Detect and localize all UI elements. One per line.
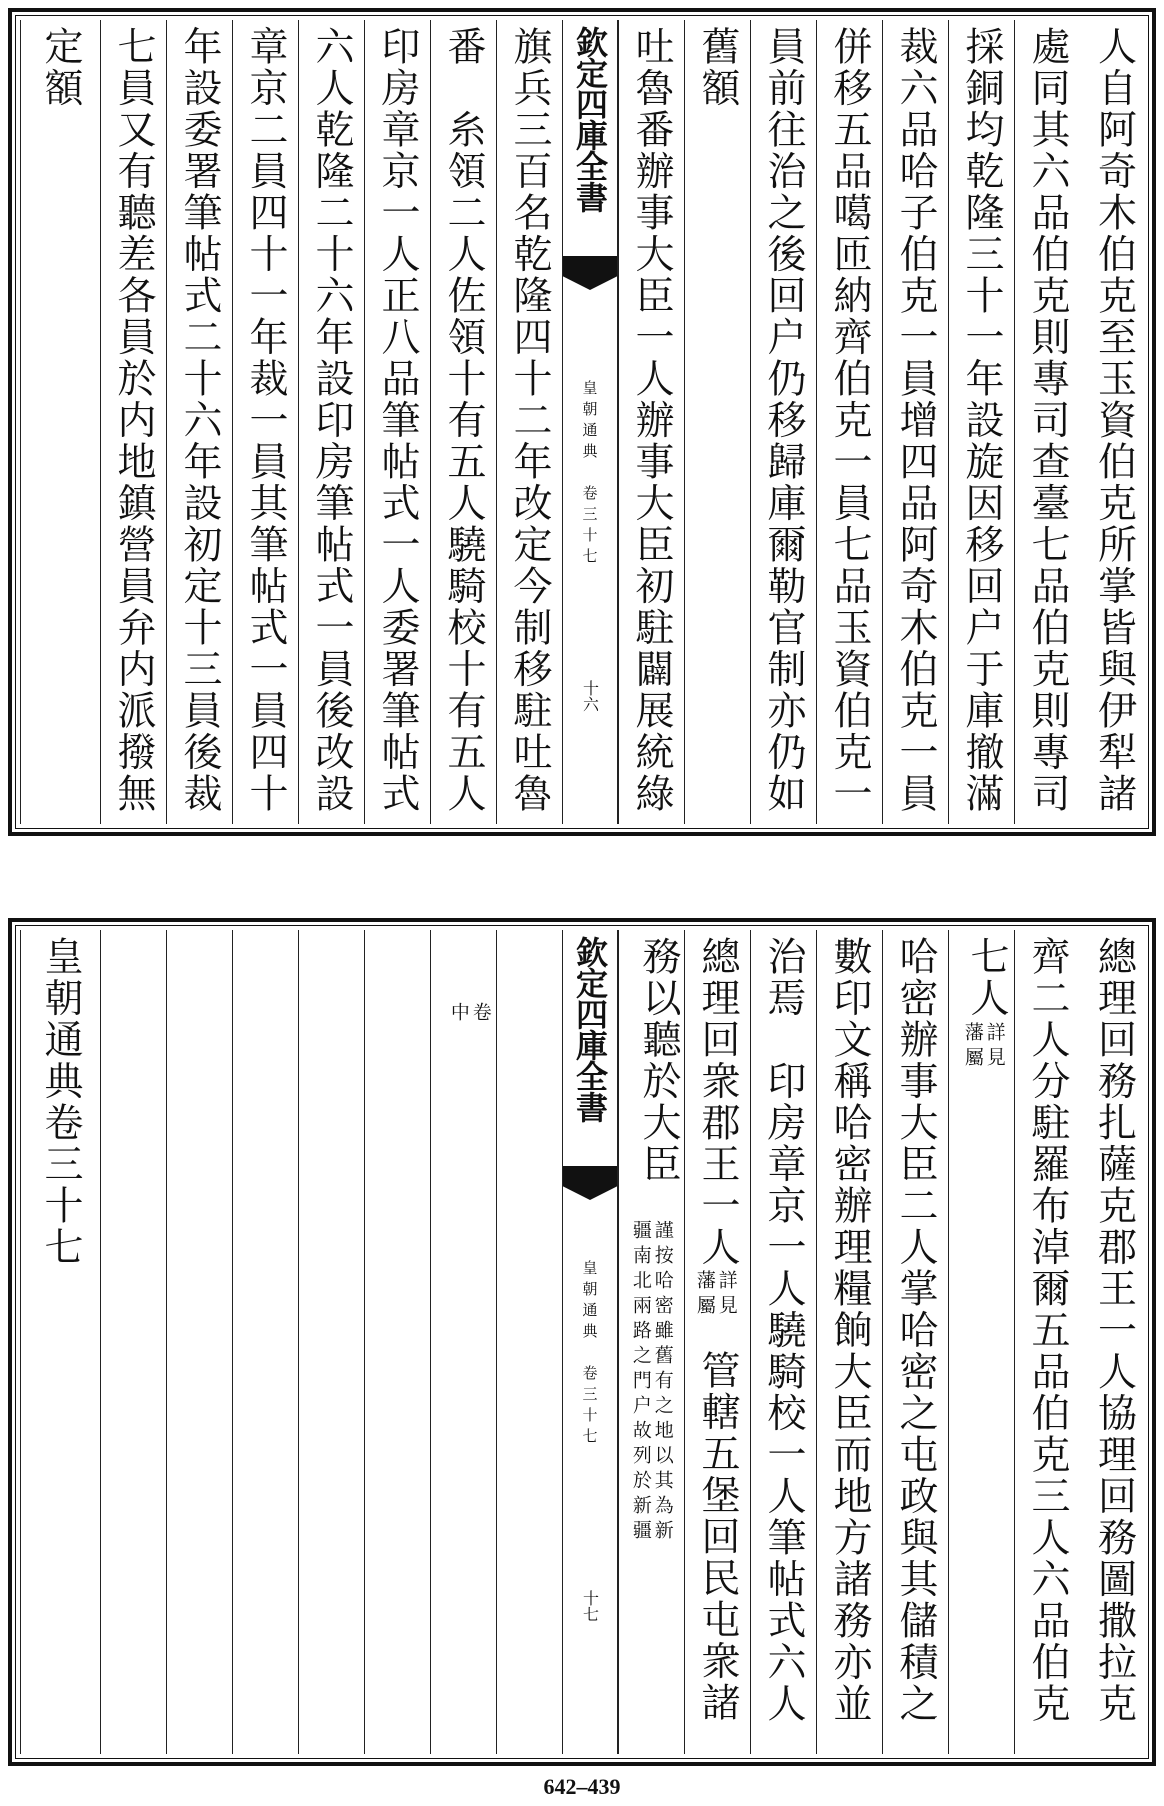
- interlinear-note: [693, 1270, 737, 1320]
- column-text: 務以聽於大臣: [636, 936, 681, 1185]
- note-line-1: 詳見: [983, 1022, 1006, 1072]
- fish-tail-mark: [563, 1166, 617, 1200]
- top-col-7: [684, 20, 750, 824]
- column-text: 治焉 印房章京一人驍騎校一人筆帖式六人: [761, 936, 806, 1725]
- banxin-subtitle: 皇朝通典 卷三十七: [580, 1260, 599, 1449]
- note-line-2: 藩屬: [961, 1022, 984, 1072]
- top-col-14: [166, 20, 232, 824]
- note-line-2: 中: [447, 1002, 470, 1027]
- note-line-1: 詳見: [715, 1270, 738, 1320]
- note-line-1: 謹按哈密雖舊有之地以其為新: [651, 1220, 674, 1545]
- column-text: 定額: [38, 26, 83, 109]
- bottom-col-6: [750, 930, 816, 1754]
- top-col-9: [496, 20, 562, 824]
- column-text: 數印文稱哈密辦理糧餉大臣而地方諸務亦並: [827, 936, 872, 1725]
- note-line-2: 疆南北兩路之門户故列於新疆: [629, 1220, 652, 1545]
- banxin-leaf-number: 十七: [580, 1590, 600, 1622]
- column-text: 印房章京一人正八品筆帖式一人委署筆帖式: [375, 26, 420, 815]
- column-text: 員前往治之後回户仍移歸庫爾勒官制亦仍如: [761, 26, 806, 815]
- column-text: 吐魯番辦事大臣一人辦事大臣初駐闢展統綠: [629, 26, 674, 815]
- top-col-1: [1080, 20, 1148, 824]
- column-text: 年設委署筆帖式二十六年設初定十三員後裁: [177, 26, 222, 815]
- bottom-col-14: [166, 930, 232, 1754]
- top-col-5: [816, 20, 882, 824]
- top-col-15: [100, 20, 166, 824]
- top-col-6: [750, 20, 816, 824]
- note-line-1: 卷: [469, 1002, 492, 1027]
- bottom-col-5: [816, 930, 882, 1754]
- top-banxin: [562, 20, 618, 824]
- bottom-col-4: [882, 930, 948, 1754]
- bottom-col-10: [430, 930, 496, 1754]
- bottom-col-1: [1080, 930, 1148, 1754]
- bottom-page-frame: [8, 918, 1156, 1766]
- column-text: 併移五品噶匝納齊伯克一員七品玉資伯克一: [827, 26, 872, 815]
- top-col-4: [882, 20, 948, 824]
- bottom-col-12: [298, 930, 364, 1754]
- column-text: 皇朝通典卷三十七: [38, 936, 83, 1268]
- column-text: 六人乾隆二十六年設印房筆帖式一員後改設: [309, 26, 354, 815]
- bottom-col-3: [948, 930, 1014, 1754]
- column-text: 舊額: [695, 26, 740, 109]
- column-text: 旗兵三百名乾隆四十二年改定今制移駐吐魯: [507, 26, 552, 815]
- column-text-continued: 管轄五堡回民屯衆諸: [695, 1350, 740, 1724]
- bottom-col-9: [496, 930, 562, 1754]
- column-text: 裁六品哈子伯克一員增四品阿奇木伯克一員: [893, 26, 938, 815]
- column-text: 章京二員四十一年裁一員其筆帖式一員四十: [243, 26, 288, 815]
- column-text: 總理回務扎薩克郡王一人協理回務圖撒拉克: [1091, 936, 1137, 1725]
- top-col-10: [430, 20, 496, 824]
- top-col-12: [298, 20, 364, 824]
- note-line-2: 藩屬: [693, 1270, 716, 1320]
- bottom-col-15: [100, 930, 166, 1754]
- bottom-col-11: [364, 930, 430, 1754]
- banxin-subtitle: 皇朝通典 卷三十七: [580, 380, 599, 569]
- banxin-title: 欽定四庫全書: [571, 936, 609, 1122]
- banxin-title: 欽定四庫全書: [571, 26, 609, 212]
- page-number-footer: 642–439: [543, 1774, 621, 1799]
- top-col-3: [948, 20, 1014, 824]
- top-col-11: [364, 20, 430, 824]
- column-text: 七員又有聽差各員於内地鎮營員弁内派撥無: [111, 26, 156, 815]
- bottom-banxin: [562, 930, 618, 1754]
- banxin-leaf-number: 十六: [580, 680, 600, 712]
- column-text: 總理回衆郡王一人: [695, 936, 740, 1268]
- bottom-col-16: [20, 930, 100, 1754]
- bottom-col-13: [232, 930, 298, 1754]
- interlinear-note: [629, 1220, 673, 1545]
- bottom-col-8: [618, 930, 684, 1754]
- top-col-16: [20, 20, 100, 824]
- column-text: 齊二人分駐羅布淖爾五品伯克三人六品伯克: [1025, 936, 1070, 1725]
- column-text: 處同其六品伯克則專司查臺七品伯克則專司: [1025, 26, 1070, 815]
- column-text: 七人: [964, 936, 1009, 1019]
- interlinear-note: [961, 1022, 1005, 1072]
- fish-tail-mark: [563, 256, 617, 290]
- column-text: 人自阿奇木伯克至玉資伯克所掌皆與伊犁諸: [1091, 26, 1137, 815]
- top-col-2: [1014, 20, 1080, 824]
- column-text: 番 糸領二人佐領十有五人驍騎校十有五人: [441, 26, 486, 815]
- top-page-frame: [8, 8, 1156, 836]
- interlinear-note: [447, 1002, 491, 1027]
- top-col-13: [232, 20, 298, 824]
- column-text: 採銅均乾隆三十一年設旋因移回户于庫撤滿: [959, 26, 1004, 815]
- top-col-8: [618, 20, 684, 824]
- bottom-col-7: [684, 930, 750, 1754]
- column-text: 哈密辦事大臣二人掌哈密之屯政與其儲積之: [893, 936, 938, 1725]
- bottom-col-2: [1014, 930, 1080, 1754]
